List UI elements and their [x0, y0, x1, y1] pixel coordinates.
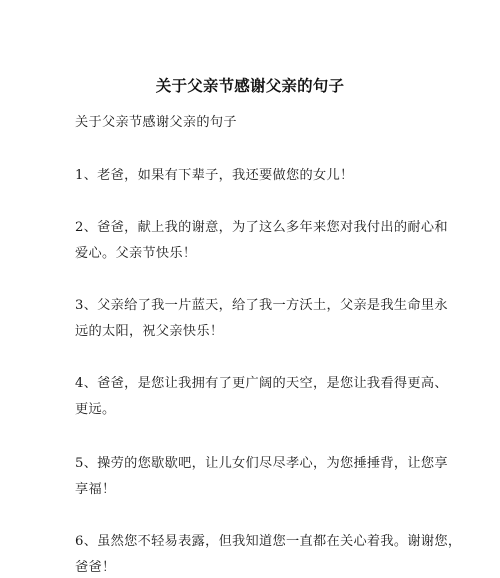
paragraph-6-line-2: 爸爸！	[75, 560, 116, 575]
paragraph-3-line-1: 3、父亲给了我一片蓝天，给了我一方沃土，父亲是我生命里永	[75, 298, 448, 313]
paragraph-4-line-1: 4、爸爸，是您让我拥有了更广阔的天空，是您让我看得更高、	[75, 376, 448, 391]
paragraph-2-line-1: 2、爸爸，献上我的谢意，为了这么多年来您对我付出的耐心和	[75, 220, 448, 235]
document-title: 关于父亲节感谢父亲的句子	[155, 77, 345, 95]
paragraph-3-line-2: 远的太阳，祝父亲快乐！	[75, 324, 224, 339]
document-subtitle: 关于父亲节感谢父亲的句子	[75, 115, 237, 130]
paragraph-6-line-1: 6、虽然您不轻易表露，但我知道您一直都在关心着我。谢谢您，	[75, 534, 462, 549]
paragraph-4-line-2: 更远。	[75, 402, 116, 417]
paragraph-2-line-2: 爱心。父亲节快乐！	[75, 246, 197, 261]
paragraph-5-line-2: 享福！	[75, 482, 116, 497]
paragraph-5-line-1: 5、操劳的您歇歇吧，让儿女们尽尽孝心，为您捶捶背，让您享	[75, 456, 448, 471]
paragraph-1-line-1: 1、老爸，如果有下辈子，我还要做您的女儿！	[75, 168, 354, 183]
